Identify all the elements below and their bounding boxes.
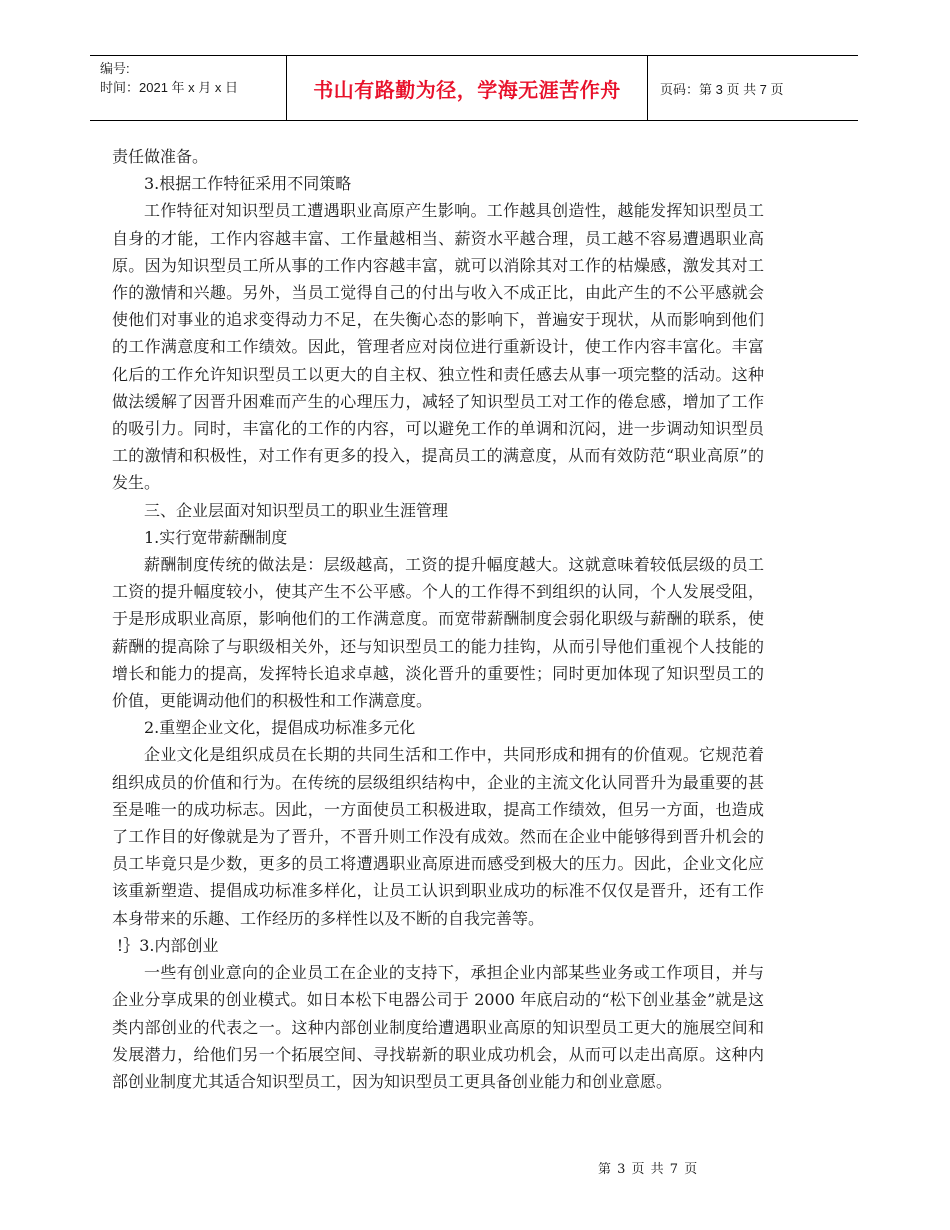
header-page-label: 页码：第 3 页 共 7 页 bbox=[660, 81, 784, 97]
paragraph: 薪酬制度传统的做法是：层级越高，工资的提升幅度越大。这就意味着较低层级的员工工资的提升幅度较小，使其产生不公平感。个人的工作得不到组织的认同，个人发展受阻，于是形成职业高原，影响他们的工作满意度。而宽带薪酬制度会弱化职级与薪酬的联系，使薪酬的提高除了与职级相关外，还与知识型员工的能力挂钩，从而引导他们重视个人技能的增长和能力的提高，发挥特长追求卓越，淡化晋升的重要性；同时更加体现了知识型员工的价值，更能调动他们的积极性和工作满意度。 bbox=[112, 555, 764, 711]
section-heading: 三、企业层面对知识型员工的职业生涯管理 bbox=[144, 500, 449, 520]
paragraph: 一些有创业意向的企业员工在企业的支持下，承担企业内部某些业务或工作项目，并与企业分享成果的创业模式。如日本松下电器公司于 2000 年底启动的“松下创业基金”就是这类内部创业的代表之一。这种内部创业制度给遭遇职业高原的知识型员工更大的施展空间和发展潜力，给他们另一个拓展空间、寻找崭新的职业成功机会，从而可以走出高原。这种内部创业制度尤其适合知识型员工，因为知识型员工更具备创业能力和创业意愿。 bbox=[112, 963, 764, 1091]
section-heading: 1.实行宽带薪酬制度 bbox=[144, 527, 288, 547]
paragraph: !｝3.内部创业 bbox=[116, 935, 219, 955]
page-footer: 第 3 页 共 7 页 bbox=[598, 1162, 699, 1177]
doc-number-label: 编号: bbox=[100, 61, 130, 76]
paragraph: 企业文化是组织成员在长期的共同生活和工作中，共同形成和拥有的价值观。它规范着组织成员的价值和行为。在传统的层级组织结构中，企业的主流文化认同晋升为最重要的甚至是唯一的成功标志。因此，一方面使员工积极进取，提高工作绩效，但另一方面，也造成了工作目的好像就是为了晋升，不晋升则工作没有成效。然而在企业中能够得到晋升机会的员工毕竟只是少数，更多的员工将遭遇职业高原进而感受到极大的压力。因此，企业文化应该重新塑造、提倡成功标准多样化，让员工认识到职业成功的标准不仅仅是晋升，还有工作本身带来的乐趣、工作经历的多样性以及不断的自我完善等。 bbox=[112, 745, 764, 928]
page-header bbox=[90, 55, 858, 121]
section-heading: 3.根据工作特征采用不同策略 bbox=[144, 174, 352, 194]
header-meta bbox=[90, 56, 286, 120]
header-motto: 书山有路勤为径，学海无涯苦作舟 bbox=[286, 56, 648, 120]
doc-time-label: 时间：2021 年 x 月 x 日 bbox=[100, 80, 238, 95]
document-body bbox=[112, 143, 764, 1095]
paragraph: 工作特征对知识型员工遭遇职业高原产生影响。工作越具创造性，越能发挥知识型员工自身的才能，工作内容越丰富、工作量越相当、薪资水平越合理，员工越不容易遭遇职业高原。因为知识型员工所从事的工作内容越丰富，就可以消除其对工作的枯燥感，激发其对工作的激情和兴趣。另外，当员工觉得自己的付出与收入不成正比，由此产生的不公平感就会使他们对事业的追求变得动力不足，在失衡心态的影响下，普遍安于现状，从而影响到他们的工作满意度和工作绩效。因此，管理者应对岗位进行重新设计，使工作内容丰富化。丰富化后的工作允许知识型员工以更大的自主权、独立性和责任感去从事一项完整的活动。这种做法缓解了因晋升困难而产生的心理压力，减轻了知识型员工对工作的倦怠感，增加了工作的吸引力。同时，丰富化的工作的内容，可以避免工作的单调和沉闷，进一步调动知识型员工的激情和积极性，对工作有更多的投入，提高员工的满意度，从而有效防范“职业高原”的发生。 bbox=[112, 201, 764, 493]
paragraph: 责任做准备。 bbox=[112, 147, 209, 166]
section-heading: 2.重塑企业文化，提倡成功标准多元化 bbox=[144, 718, 416, 738]
